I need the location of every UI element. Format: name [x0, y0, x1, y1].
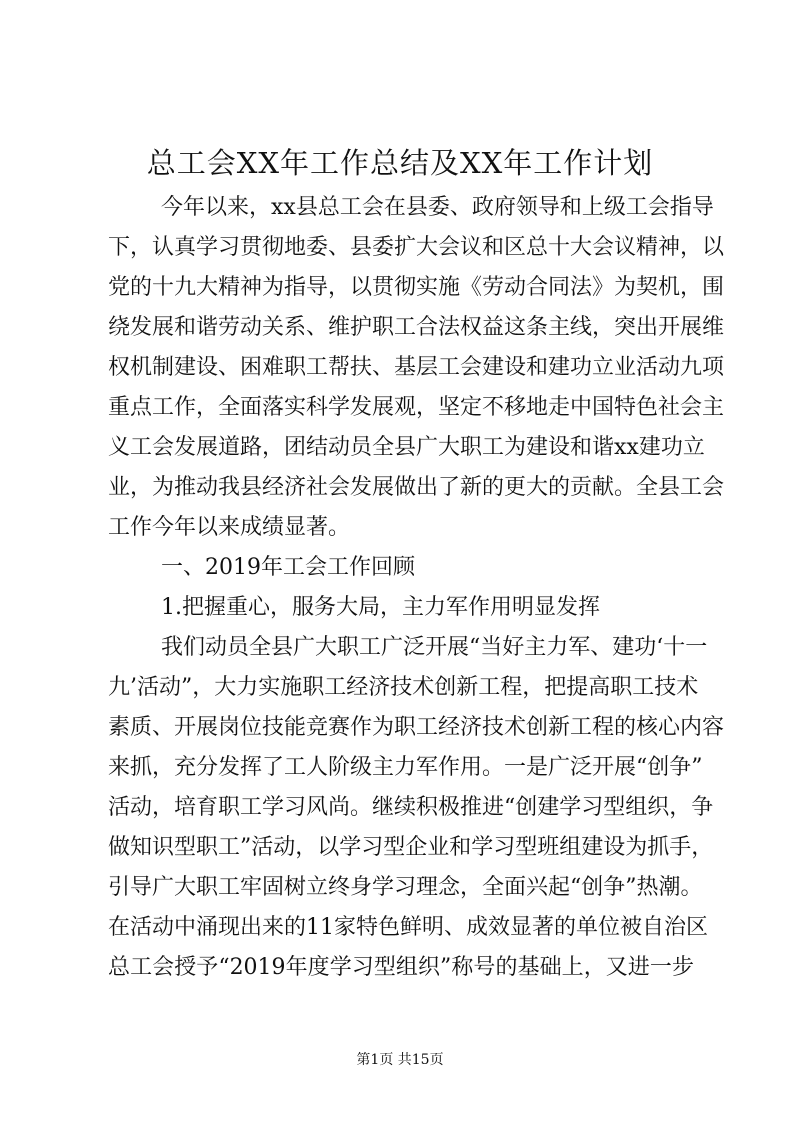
- text-line: 素质、开展岗位技能竞赛作为职工经济技术创新工程的核心内容: [108, 715, 725, 740]
- text-line: 党的十九大精神为指导，以贯彻实施《劳动合同法》为契机，围: [108, 275, 725, 300]
- page-number-footer: 第1页 共15页: [356, 1052, 444, 1068]
- text-line: 九’活动”，大力实施职工经济技术创新工程，把提高职工技术: [108, 675, 699, 700]
- text-line: 重点工作，全面落实科学发展观，坚定不移地走中国特色社会主: [108, 395, 725, 420]
- document-body: [108, 188, 725, 988]
- text-line: 下，认真学习贯彻地委、县委扩大会议和区总十大会议精神，以: [108, 235, 725, 260]
- text-line: 我们动员全县广大职工广泛开展“当好主力军、建功‘十一: [161, 635, 708, 660]
- text-line: 义工会发展道路，团结动员全县广大职工为建设和谐xx建功立: [108, 435, 705, 460]
- text-line: 绕发展和谐劳动关系、维护职工合法权益这条主线，突出开展维: [108, 315, 725, 340]
- text-line: 引导广大职工牢固树立终身学习理念，全面兴起“创争”热潮。: [108, 875, 703, 900]
- text-line: 工作今年以来成绩显著。: [108, 515, 351, 540]
- section-heading: 一、2019年工会工作回顾: [161, 555, 415, 580]
- text-line: 做知识型职工”活动，以学习型企业和学习型班组建设为抓手，: [108, 835, 714, 860]
- text-line: 业，为推动我县经济社会发展做出了新的更大的贡献。全县工会: [108, 475, 725, 500]
- document-title: 总工会XX年工作总结及XX年工作计划: [146, 146, 654, 180]
- subsection-heading: 1.把握重心，服务大局，主力军作用明显发挥: [161, 595, 600, 620]
- text-line: 在活动中涌现出来的11家特色鲜明、成效显著的单位被自治区: [108, 915, 708, 940]
- text-line: 今年以来，xx县总工会在县委、政府领导和上级工会指导: [161, 195, 714, 220]
- text-line: 总工会授予“2019年度学习型组织”称号的基础上，又进一步: [108, 955, 694, 980]
- text-line: 活动，培育职工学习风尚。继续积极推进“创建学习型组织，争: [108, 795, 714, 820]
- text-line: 来抓，充分发挥了工人阶级主力军作用。一是广泛开展“创争”: [108, 755, 703, 780]
- text-line: 权机制建设、困难职工帮扶、基层工会建设和建功立业活动九项: [108, 355, 725, 380]
